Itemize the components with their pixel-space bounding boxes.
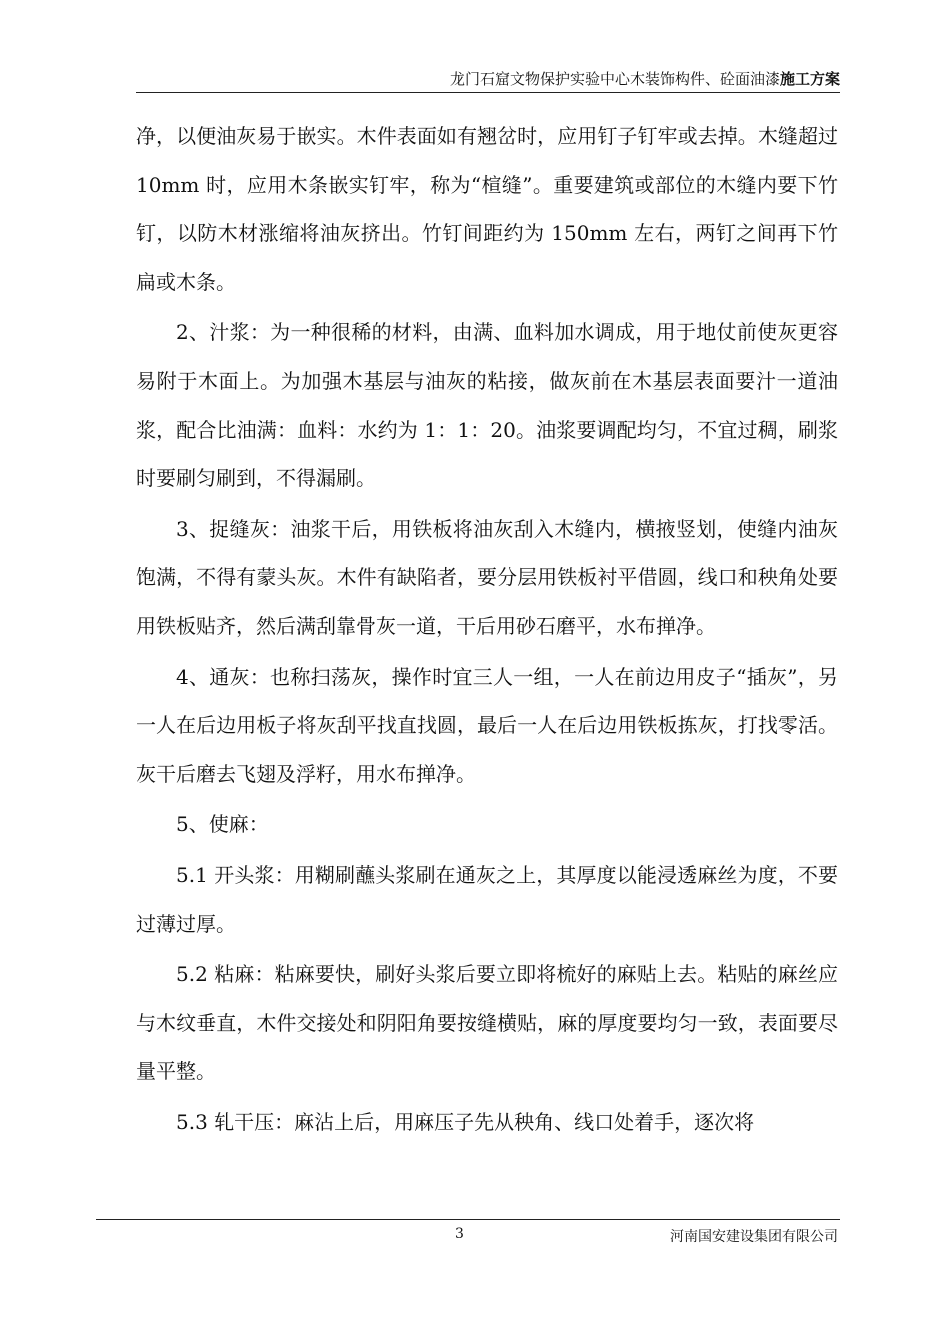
paragraph: 5.2 粘麻：粘麻要快，刷好头浆后要立即将梳好的麻贴上去。粘贴的麻丝应与木纹垂直，木件交接处和阴阳角要按缝横贴，麻的厚度要均匀一致，表面要尽量平整。 <box>136 962 838 1084</box>
paragraph: 5.3 轧干压：麻沾上后，用麻压子先从秧角、线口处着手，逐次将 <box>176 1109 755 1134</box>
footer-divider <box>96 1219 840 1220</box>
paragraph: 5.1 开头浆：用糊刷蘸头浆刷在通灰之上，其厚度以能浸透麻丝为度，不要过薄过厚。 <box>136 862 838 936</box>
document-body <box>136 112 838 1148</box>
paragraph: 净，以便油灰易于嵌实。木件表面如有翘岔时，应用钉子钉牢或去掉。木缝超过 10mm 时，应用木条嵌实钉牢，称为“楦缝”。重要建筑或部位的木缝内要下竹钉，以防木材涨缩将油灰挤出。竹钉间距约为 150mm 左右，两钉之间再下竹扁或木条。 <box>136 124 838 294</box>
paragraph: 5、使麻： <box>176 812 269 837</box>
page-number: 3 <box>455 1226 464 1242</box>
page-header <box>136 62 840 93</box>
paragraph: 4、通灰：也称扫荡灰，操作时宜三人一组，一人在前边用皮子“插灰”，另一人在后边用板子将灰刮平找直找圆，最后一人在后边用铁板拣灰，打找零活。灰干后磨去飞翅及浮籽，用水布掸净。 <box>136 664 838 786</box>
header-title-main: 龙门石窟文物保护实验中心木装饰构件、砼面油漆 <box>449 70 780 88</box>
paragraph: 2、汁浆：为一种很稀的材料，由满、血料加水调成，用于地仗前使灰更容易附于木面上。为加强木基层与油灰的粘接，做灰前在木基层表面要汁一道油浆，配合比油满：血料：水约为 1：1：20。油浆要调配均匀，不宜过稠，刷浆时要刷匀刷到，不得漏刷。 <box>136 320 838 491</box>
header-title-tail: 施工方案 <box>779 70 840 88</box>
header-title <box>450 68 840 89</box>
paragraph: 3、捉缝灰：油浆干后，用铁板将油灰刮入木缝内，横掖竖划，使缝内油灰饱满，不得有蒙头灰。木件有缺陷者，要分层用铁板衬平借圆，线口和秧角处要用铁板贴齐，然后满刮靠骨灰一道，干后用砂石磨平，水布掸净。 <box>136 516 838 638</box>
footer-company: 河南国安建设集团有限公司 <box>670 1229 838 1245</box>
